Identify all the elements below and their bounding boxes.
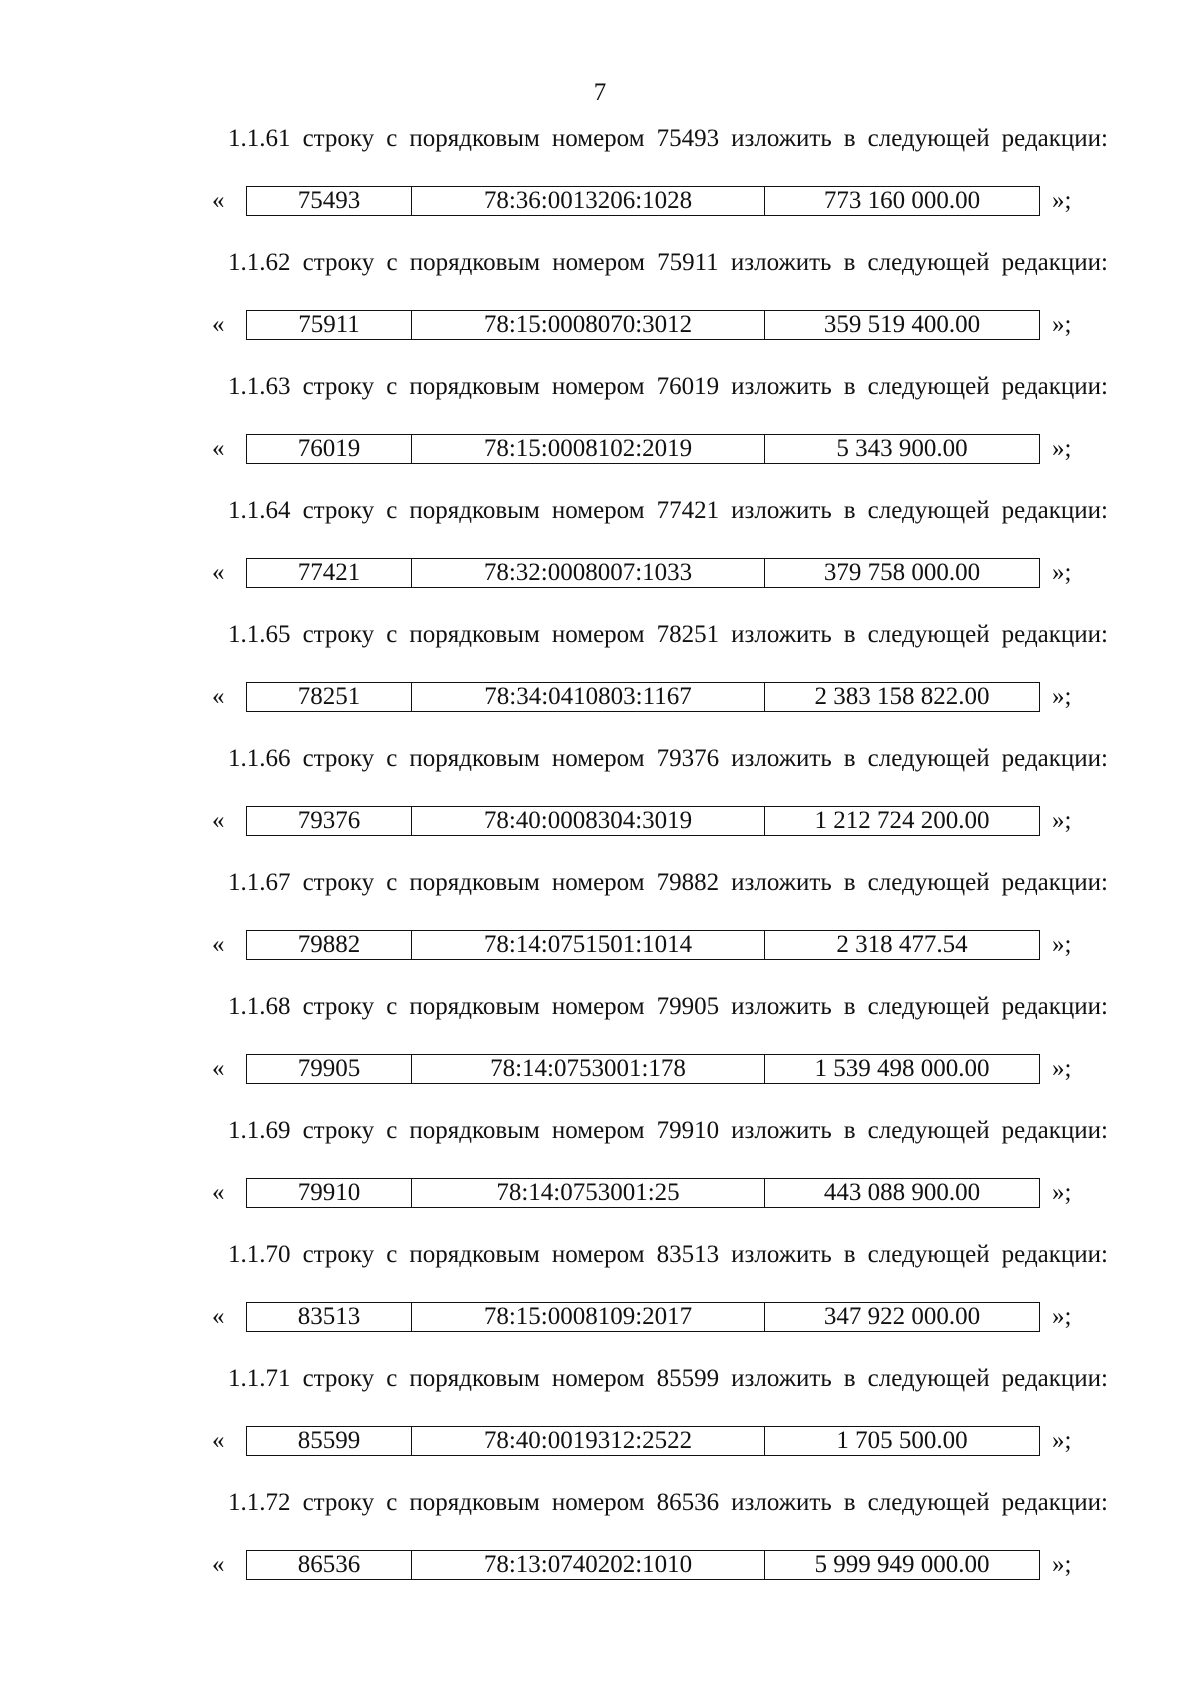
cadastral-number-cell: 78:40:0019312:2522: [411, 1427, 764, 1455]
replacement-row: [212, 1302, 1071, 1332]
amendment-instruction: 1.1.72 строку с порядковым номером 86536 изложить в следующей редакции:: [228, 1489, 1108, 1516]
opening-quote: «: [212, 187, 225, 214]
row-number-cell: 76019: [297, 435, 361, 462]
opening-quote: «: [212, 559, 225, 586]
amendment-instruction: 1.1.69 строку с порядковым номером 79910 изложить в следующей редакции:: [228, 1117, 1108, 1144]
amendment-item: [0, 1360, 1200, 1484]
replacement-row: [212, 1550, 1071, 1580]
row-table: [246, 434, 1040, 464]
row-table: [246, 186, 1040, 216]
closing-quote: »;: [1052, 1551, 1072, 1578]
amendment-item: [0, 1236, 1200, 1360]
row-table: [246, 1426, 1040, 1456]
value-cell: 1 539 498 000.00: [764, 1055, 1039, 1083]
amendment-item: [0, 244, 1200, 368]
closing-quote: »;: [1052, 683, 1072, 710]
amendment-instruction: 1.1.65 строку с порядковым номером 78251 изложить в следующей редакции:: [228, 621, 1108, 648]
amendment-list: [0, 120, 1200, 1608]
replacement-row: [212, 310, 1071, 340]
amendment-item: [0, 492, 1200, 616]
row-number-cell: 85599: [297, 1427, 361, 1454]
opening-quote: «: [212, 807, 225, 834]
row-table: [246, 806, 1040, 836]
opening-quote: «: [212, 1055, 225, 1082]
closing-quote: »;: [1052, 1055, 1072, 1082]
opening-quote: «: [212, 311, 225, 338]
opening-quote: «: [212, 1427, 225, 1454]
amendment-instruction: 1.1.64 строку с порядковым номером 77421 изложить в следующей редакции:: [228, 497, 1108, 524]
opening-quote: «: [212, 435, 225, 462]
cadastral-number-cell: 78:14:0753001:25: [411, 1179, 764, 1207]
amendment-instruction: 1.1.61 строку с порядковым номером 75493 изложить в следующей редакции:: [228, 125, 1108, 152]
value-cell: 379 758 000.00: [764, 559, 1039, 587]
replacement-row: [212, 1054, 1071, 1084]
row-table: [246, 682, 1040, 712]
cadastral-number-cell: 78:40:0008304:3019: [411, 807, 764, 835]
closing-quote: »;: [1052, 187, 1072, 214]
row-number-cell: 79910: [297, 1179, 361, 1206]
amendment-item: [0, 368, 1200, 492]
replacement-row: [212, 558, 1071, 588]
cadastral-number-cell: 78:15:0008102:2019: [411, 435, 764, 463]
amendment-item: [0, 1112, 1200, 1236]
value-cell: 359 519 400.00: [764, 311, 1039, 339]
row-table: [246, 310, 1040, 340]
opening-quote: «: [212, 1179, 225, 1206]
opening-quote: «: [212, 1303, 225, 1330]
value-cell: 5 999 949 000.00: [764, 1551, 1039, 1579]
closing-quote: »;: [1052, 311, 1072, 338]
replacement-row: [212, 930, 1071, 960]
cadastral-number-cell: 78:34:0410803:1167: [411, 683, 764, 711]
closing-quote: »;: [1052, 931, 1072, 958]
replacement-row: [212, 1426, 1071, 1456]
amendment-instruction: 1.1.70 строку с порядковым номером 83513 изложить в следующей редакции:: [228, 1241, 1108, 1268]
closing-quote: »;: [1052, 1303, 1072, 1330]
amendment-item: [0, 988, 1200, 1112]
opening-quote: «: [212, 931, 225, 958]
row-number-cell: 79376: [297, 807, 361, 834]
row-table: [246, 930, 1040, 960]
value-cell: 1 705 500.00: [764, 1427, 1039, 1455]
row-table: [246, 1178, 1040, 1208]
row-table: [246, 1550, 1040, 1580]
cadastral-number-cell: 78:36:0013206:1028: [411, 187, 764, 215]
replacement-row: [212, 682, 1071, 712]
closing-quote: »;: [1052, 435, 1072, 462]
amendment-item: [0, 864, 1200, 988]
opening-quote: «: [212, 1551, 225, 1578]
amendment-instruction: 1.1.67 строку с порядковым номером 79882 изложить в следующей редакции:: [228, 869, 1108, 896]
replacement-row: [212, 1178, 1071, 1208]
amendment-instruction: 1.1.62 строку с порядковым номером 75911 изложить в следующей редакции:: [228, 249, 1108, 276]
amendment-item: [0, 120, 1200, 244]
value-cell: 443 088 900.00: [764, 1179, 1039, 1207]
value-cell: 347 922 000.00: [764, 1303, 1039, 1331]
replacement-row: [212, 806, 1071, 836]
row-number-cell: 83513: [297, 1303, 361, 1330]
amendment-instruction: 1.1.71 строку с порядковым номером 85599 изложить в следующей редакции:: [228, 1365, 1108, 1392]
row-number-cell: 75493: [297, 187, 361, 214]
amendment-instruction: 1.1.68 строку с порядковым номером 79905 изложить в следующей редакции:: [228, 993, 1108, 1020]
closing-quote: »;: [1052, 1179, 1072, 1206]
value-cell: 2 383 158 822.00: [764, 683, 1039, 711]
value-cell: 2 318 477.54: [764, 931, 1039, 959]
value-cell: 1 212 724 200.00: [764, 807, 1039, 835]
amendment-item: [0, 1484, 1200, 1608]
replacement-row: [212, 186, 1071, 216]
amendment-item: [0, 740, 1200, 864]
cadastral-number-cell: 78:13:0740202:1010: [411, 1551, 764, 1579]
row-number-cell: 75911: [298, 311, 360, 338]
row-number-cell: 77421: [297, 559, 361, 586]
amendment-item: [0, 616, 1200, 740]
opening-quote: «: [212, 683, 225, 710]
value-cell: 5 343 900.00: [764, 435, 1039, 463]
row-table: [246, 1302, 1040, 1332]
row-table: [246, 1054, 1040, 1084]
row-number-cell: 86536: [297, 1551, 361, 1578]
closing-quote: »;: [1052, 559, 1072, 586]
amendment-instruction: 1.1.66 строку с порядковым номером 79376 изложить в следующей редакции:: [228, 745, 1108, 772]
cadastral-number-cell: 78:14:0751501:1014: [411, 931, 764, 959]
replacement-row: [212, 434, 1071, 464]
cadastral-number-cell: 78:14:0753001:178: [411, 1055, 764, 1083]
closing-quote: »;: [1052, 1427, 1072, 1454]
amendment-instruction: 1.1.63 строку с порядковым номером 76019 изложить в следующей редакции:: [228, 373, 1108, 400]
value-cell: 773 160 000.00: [764, 187, 1039, 215]
cadastral-number-cell: 78:32:0008007:1033: [411, 559, 764, 587]
row-number-cell: 78251: [297, 683, 361, 710]
cadastral-number-cell: 78:15:0008070:3012: [411, 311, 764, 339]
row-number-cell: 79905: [297, 1055, 361, 1082]
closing-quote: »;: [1052, 807, 1072, 834]
row-number-cell: 79882: [297, 931, 361, 958]
page-number: 7: [593, 79, 607, 106]
row-table: [246, 558, 1040, 588]
cadastral-number-cell: 78:15:0008109:2017: [411, 1303, 764, 1331]
